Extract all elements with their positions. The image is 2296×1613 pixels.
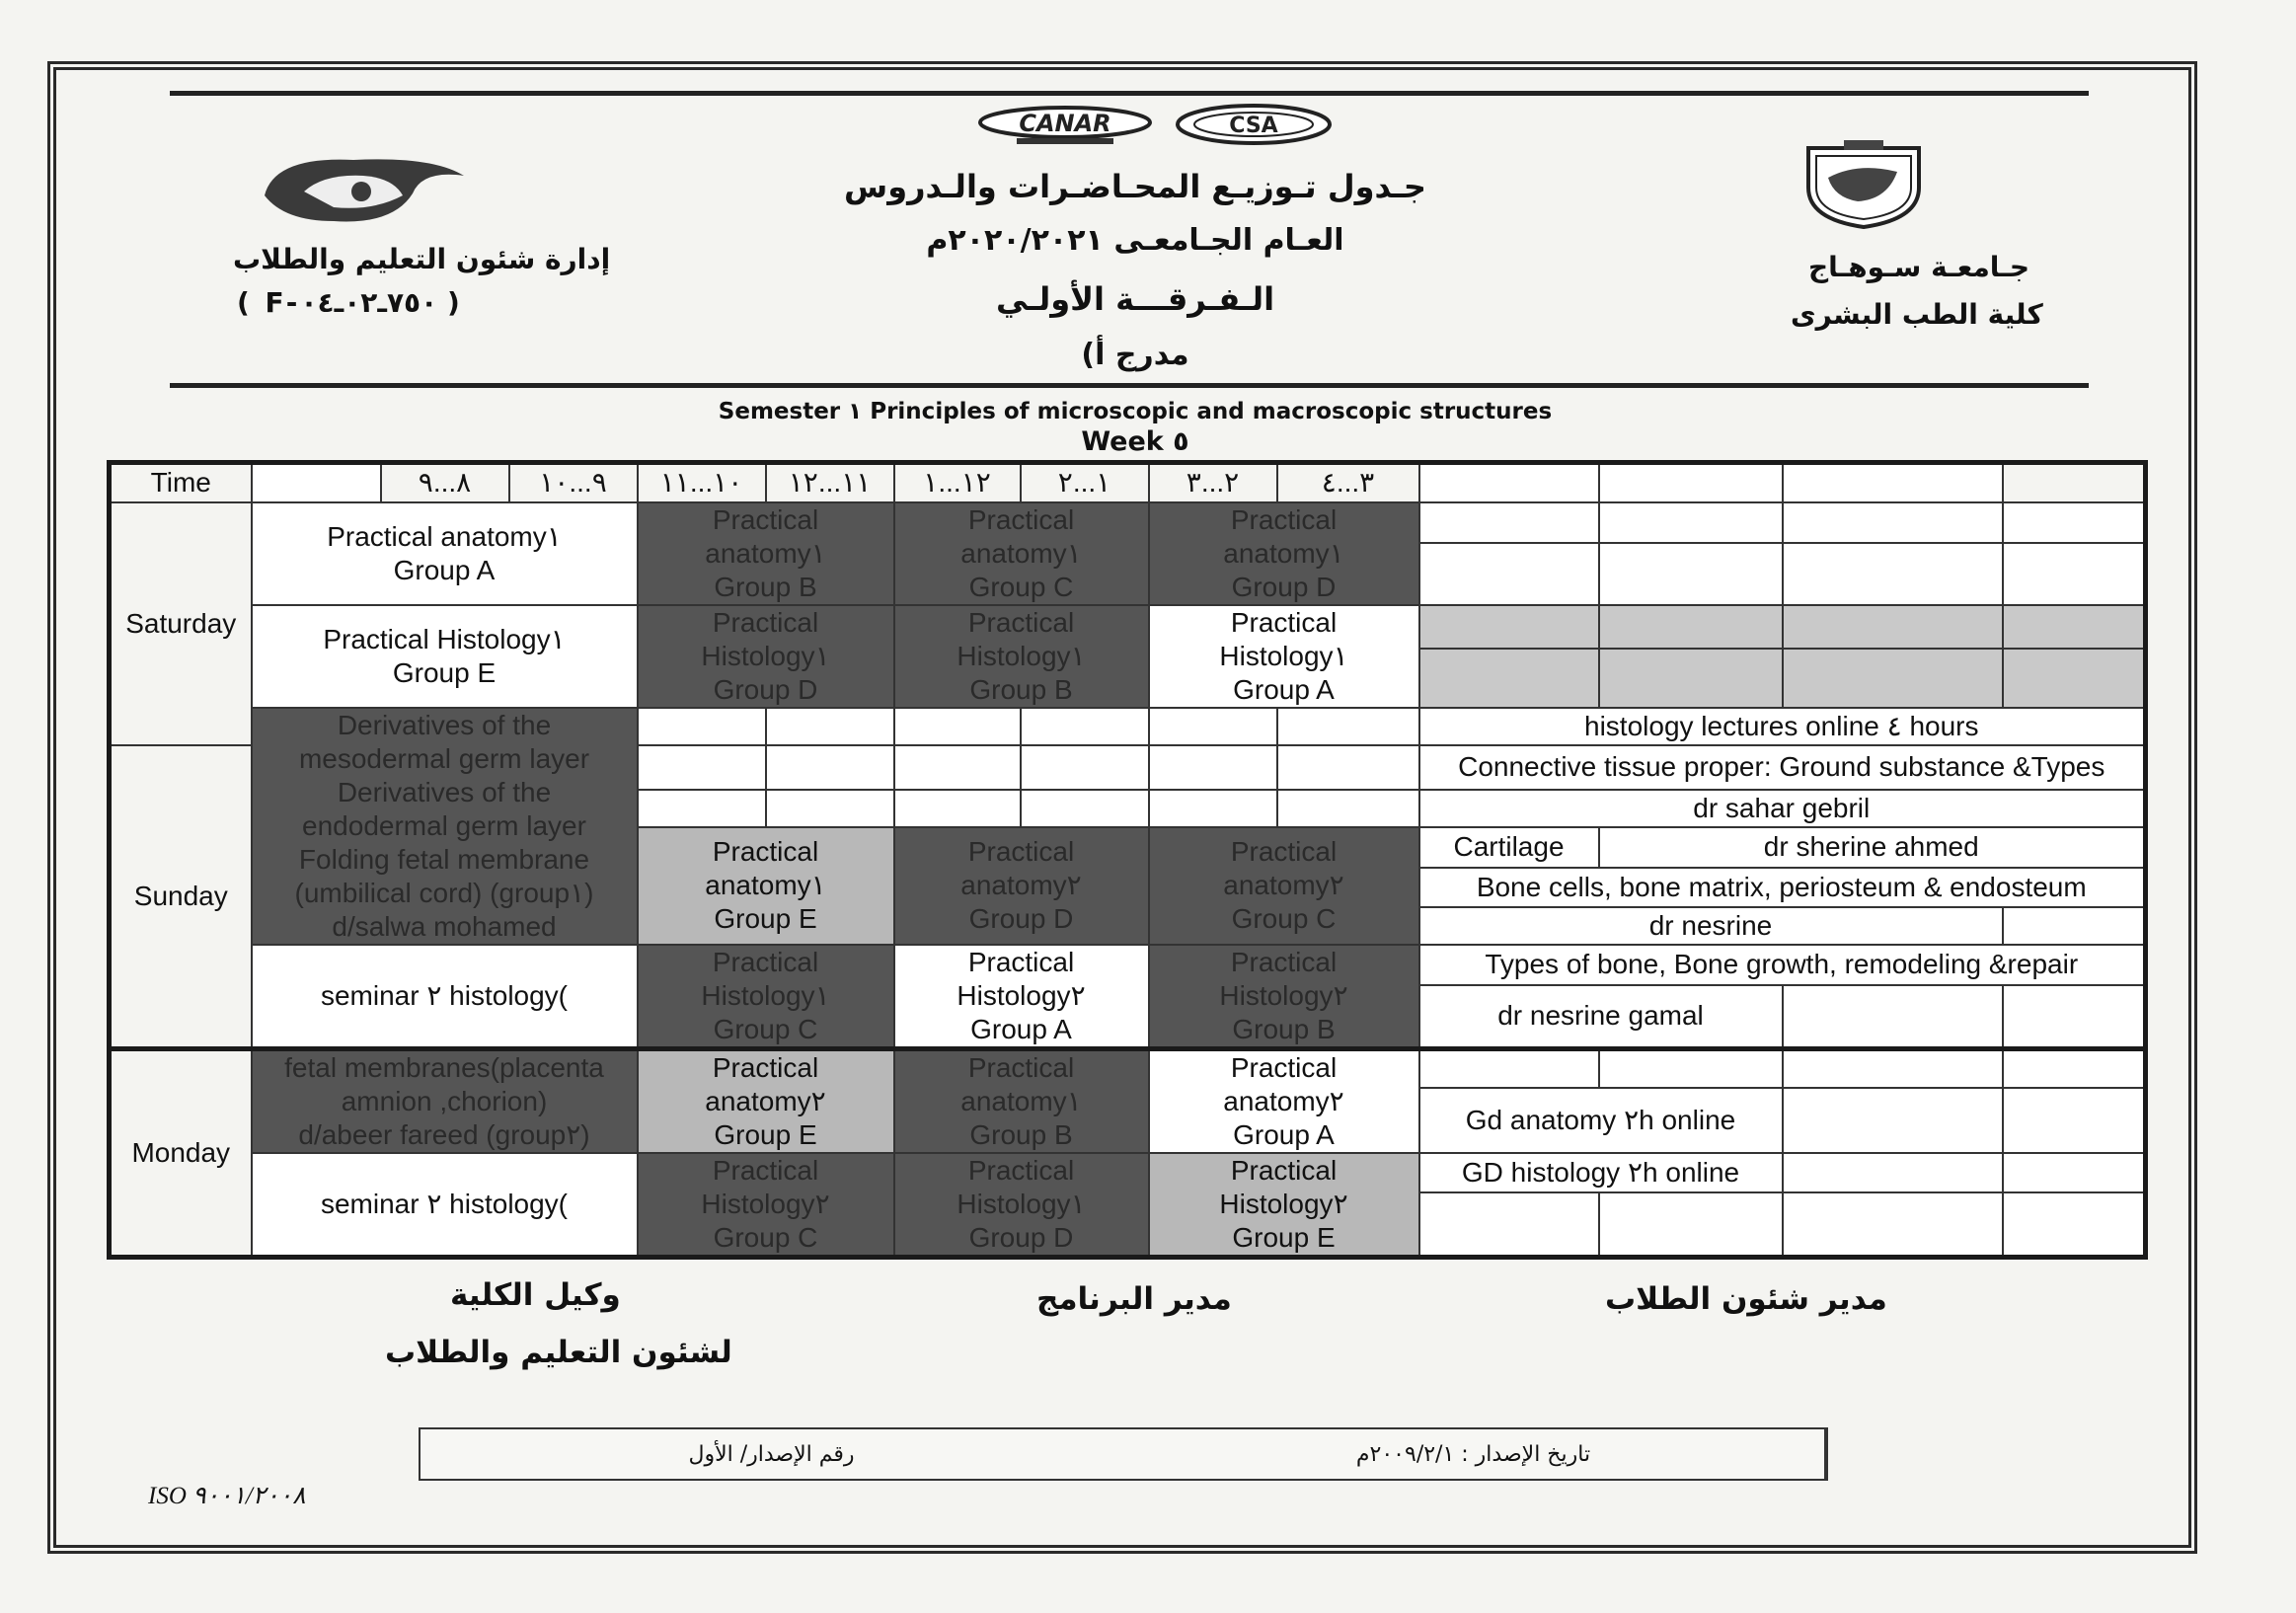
empty-cell xyxy=(1021,708,1149,745)
empty-cell xyxy=(1419,1048,1599,1088)
empty-cell xyxy=(766,708,894,745)
empty-cell xyxy=(2003,1153,2146,1192)
empty-cell xyxy=(894,708,1021,745)
empty-cell xyxy=(1783,543,2003,604)
education-affairs-logo xyxy=(245,146,474,231)
empty-cell xyxy=(1149,745,1277,790)
day-monday: Monday xyxy=(110,1048,252,1258)
svg-text:CANAR: CANAR xyxy=(1019,110,1111,137)
shaded-cell xyxy=(2003,649,2146,707)
empty-cell xyxy=(1599,1048,1783,1088)
sun-derivatives-lecture: Derivatives of the mesodermal germ layer Derivatives of the endodermal germ layer Folding fetal membrane (umbilical cord) (group١) d/salwa mohamed xyxy=(252,708,638,945)
empty-cell xyxy=(1021,745,1149,790)
canar-logo xyxy=(977,105,1153,144)
form-code: ( F-٧٥٠ـ٠٢ـ٠٤ ) xyxy=(237,286,463,319)
empty-cell xyxy=(1419,502,1599,544)
mon-gd-histology-online: GD histology ٢h online xyxy=(1419,1153,1783,1192)
faculty-name: كلية الطب البشرى xyxy=(1791,298,2043,331)
empty-cell xyxy=(2003,907,2146,945)
svg-text:CSA: CSA xyxy=(1229,114,1278,138)
sat-histology-group-b: Practical Histology١ Group B xyxy=(894,605,1149,708)
sat-anatomy-group-d: Practical anatomy١ Group D xyxy=(1149,502,1419,605)
time-slot: ١١...١٢ xyxy=(766,463,894,502)
signature-vice-dean-subtitle: لشئون التعليم والطلاب xyxy=(385,1335,732,1370)
sat-anatomy-group-b: Practical anatomy١ Group B xyxy=(638,502,894,605)
iso-label: ISO ٩٠٠١/٢٠٠٨ xyxy=(148,1483,306,1509)
mon-histology-group-d: Practical Histology١ Group D xyxy=(894,1153,1149,1258)
time-slot: ١٢...١ xyxy=(894,463,1021,502)
mon-seminar-histology: seminar ٢ histology( xyxy=(252,1153,638,1258)
mon-histology-group-c: Practical Histology٢ Group C xyxy=(638,1153,894,1258)
shaded-cell xyxy=(1419,649,1599,707)
shaded-cell xyxy=(1783,649,2003,707)
empty-cell xyxy=(1021,790,1149,827)
mon-histology-group-e: Practical Histology٢ Group E xyxy=(1149,1153,1419,1258)
sat-anatomy-group-a: Practical anatomy١ Group A xyxy=(252,502,638,605)
empty-cell xyxy=(1599,543,1783,604)
mon-anatomy-group-b: Practical anatomy١ Group B xyxy=(894,1048,1149,1153)
empty-cell xyxy=(1149,790,1277,827)
mon-fetal-membranes-lecture: fetal membranes(placenta amnion ,chorion) d/abeer fareed (group٢) xyxy=(252,1048,638,1153)
mon-anatomy-group-e: Practical anatomy٢ Group E xyxy=(638,1048,894,1153)
shaded-cell xyxy=(2003,605,2146,650)
empty-cell xyxy=(1783,1048,2003,1088)
empty-cell xyxy=(2003,985,2146,1048)
empty-cell xyxy=(894,790,1021,827)
sun-anatomy-group-d: Practical anatomy٢ Group D xyxy=(894,827,1149,945)
sun-histology-group-b: Practical Histology٢ Group B xyxy=(1149,945,1419,1049)
sat-histology-group-e: Practical Histology١ Group E xyxy=(252,605,638,708)
empty-cell xyxy=(1783,1153,2003,1192)
signature-program-director: مدير البرنامج xyxy=(1036,1281,1232,1317)
semester-title: Semester ١ Principles of microscopic and macroscopic structures xyxy=(718,399,1553,424)
shaded-cell xyxy=(1783,605,2003,650)
empty-cell xyxy=(2003,543,2146,604)
empty-cell xyxy=(1149,708,1277,745)
university-name: جـامعـة سـوهـاج xyxy=(1808,251,2030,283)
empty-cell xyxy=(1419,543,1599,604)
academic-year: العـام الجـامعـى ٢٠٢٠/٢٠٢١م xyxy=(926,223,1344,258)
signature-vice-dean: وكيل الكلية xyxy=(450,1277,621,1313)
sun-bone-types: Types of bone, Bone growth, remodeling &repair xyxy=(1419,945,2146,985)
empty-cell xyxy=(2003,1192,2146,1257)
empty-cell xyxy=(1599,463,1783,502)
shaded-cell xyxy=(1599,649,1783,707)
sat-histology-online: histology lectures online ٤ hours xyxy=(1419,708,2146,745)
day-saturday: Saturday xyxy=(110,502,252,745)
empty-cell xyxy=(1599,502,1783,544)
empty-cell xyxy=(1277,708,1419,745)
sun-bone-cells-doctor: dr nesrine xyxy=(1419,907,2003,945)
time-slot: ١...٢ xyxy=(1021,463,1149,502)
empty-cell xyxy=(1277,790,1419,827)
time-blank xyxy=(252,463,381,502)
empty-cell xyxy=(766,745,894,790)
empty-cell xyxy=(2003,502,2146,544)
empty-cell xyxy=(1783,985,2003,1048)
week-title: Week ٥ xyxy=(1081,426,1189,457)
empty-cell xyxy=(1419,1192,1599,1257)
sun-anatomy-group-e: Practical anatomy١ Group E xyxy=(638,827,894,945)
shaded-cell xyxy=(1599,605,1783,650)
empty-cell xyxy=(1599,1192,1783,1257)
sun-bone-types-doctor: dr nesrine gamal xyxy=(1419,985,1783,1048)
empty-cell xyxy=(766,790,894,827)
time-slot: ١٠...١١ xyxy=(638,463,766,502)
empty-cell xyxy=(1783,1088,2003,1153)
day-sunday: Sunday xyxy=(110,745,252,1049)
mon-anatomy-group-a: Practical anatomy٢ Group A xyxy=(1149,1048,1419,1153)
empty-cell xyxy=(638,745,766,790)
empty-cell xyxy=(1783,1192,2003,1257)
sat-histology-group-a: Practical Histology١ Group A xyxy=(1149,605,1419,708)
empty-cell xyxy=(1783,463,2003,502)
empty-cell xyxy=(2003,1088,2146,1153)
empty-cell xyxy=(1419,463,1599,502)
time-slot: ٣...٤ xyxy=(1277,463,1419,502)
shaded-cell xyxy=(1419,605,1599,650)
mon-gd-anatomy-online: Gd anatomy ٢h online xyxy=(1419,1088,1783,1153)
sun-anatomy-group-c: Practical anatomy٢ Group C xyxy=(1149,827,1419,945)
sohag-university-logo xyxy=(1799,138,1929,229)
schedule-title: جـدول تـوزيـع المحـاضـرات والـدروس xyxy=(844,168,1426,205)
empty-cell xyxy=(2003,1048,2146,1088)
time-slot: ٩...١٠ xyxy=(509,463,638,502)
signature-student-affairs: مدير شئون الطلاب xyxy=(1605,1281,1887,1317)
sun-bone-cells: Bone cells, bone matrix, periosteum & endosteum xyxy=(1419,868,2146,907)
sun-cartilage-doctor: dr sherine ahmed xyxy=(1599,827,2146,868)
header-bottom-rule xyxy=(170,383,2089,388)
sun-seminar-histology: seminar ٢ histology( xyxy=(252,945,638,1049)
sun-connective-tissue: Connective tissue proper: Ground substance &Types xyxy=(1419,745,2146,790)
sun-histology-group-a: Practical Histology٢ Group A xyxy=(894,945,1149,1049)
header-top-rule xyxy=(170,91,2089,96)
empty-cell xyxy=(638,790,766,827)
education-affairs-label: إدارة شئون التعليم والطلاب xyxy=(233,243,611,275)
csa-logo xyxy=(1175,103,1333,146)
sun-connective-tissue-doctor: dr sahar gebril xyxy=(1419,790,2146,827)
empty-cell xyxy=(1277,745,1419,790)
level-title: الـفـرقـــة الأولـي xyxy=(995,280,1275,318)
sun-histology-group-c: Practical Histology١ Group C xyxy=(638,945,894,1049)
sat-anatomy-group-c: Practical anatomy١ Group C xyxy=(894,502,1149,605)
empty-cell xyxy=(1783,502,2003,544)
empty-cell xyxy=(894,745,1021,790)
issue-date: تاريخ الإصدار : ٢٠٠٩/٢/١م xyxy=(1122,1429,1826,1479)
schedule-table xyxy=(107,460,2148,1260)
time-slot: ٨...٩ xyxy=(381,463,509,502)
issue-info-box xyxy=(419,1427,1828,1481)
time-slot: ٢...٣ xyxy=(1149,463,1277,502)
sat-histology-group-d: Practical Histology١ Group D xyxy=(638,605,894,708)
empty-cell xyxy=(638,708,766,745)
issue-number: رقم الإصدار/ الأول xyxy=(688,1441,855,1467)
hall-title: مدرج أ) xyxy=(1081,338,1189,372)
time-label: Time xyxy=(110,463,252,502)
sun-cartilage: Cartilage xyxy=(1419,827,1599,868)
